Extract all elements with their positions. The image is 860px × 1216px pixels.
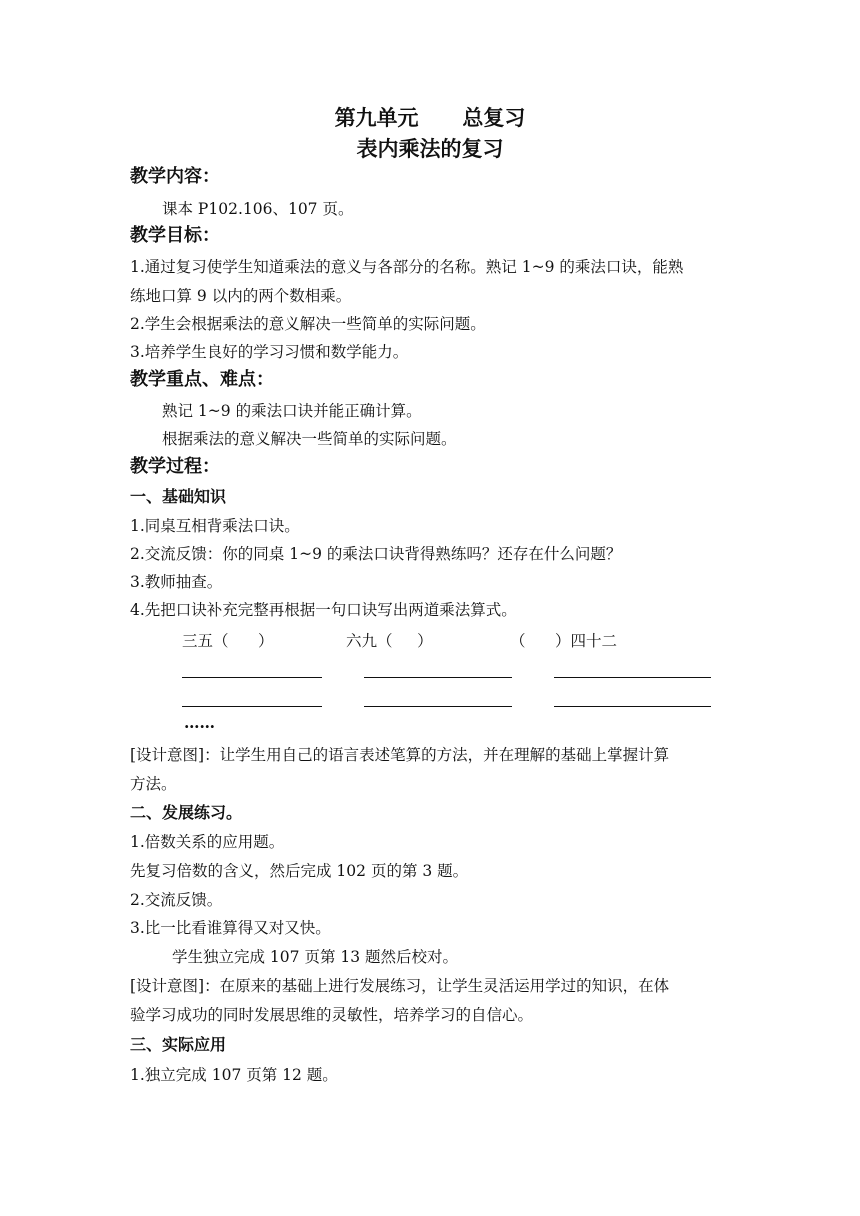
content-heading: 教学内容： <box>130 166 220 187</box>
exercise-blank-1: 三五（ ） <box>182 632 274 650</box>
goal-2: 2.学生会根据乘法的意义解决一些简单的实际问题。 <box>130 315 486 333</box>
section-2-heading: 二、发展练习。 <box>130 803 243 822</box>
section-1-item-4: 4.先把口诀补充完整再根据一句口诀写出两道乘法算式。 <box>130 601 517 619</box>
design-intent-2-line-1: [设计意图]：在原来的基础上进行发展练习，让学生灵活运用学过的知识，在体 <box>130 977 670 995</box>
section-1-item-3: 3.教师抽查。 <box>130 573 223 591</box>
exercise-ellipsis: …… <box>184 713 215 732</box>
goal-1-line-1: 1.通过复习使学生知道乘法的意义与各部分的名称。熟记 1~9 的乘法口诀，能熟 <box>130 258 684 276</box>
answer-line <box>364 677 512 678</box>
answer-line <box>554 677 711 678</box>
goal-3: 3.培养学生良好的学习习惯和数学能力。 <box>130 343 409 361</box>
process-heading: 教学过程： <box>130 456 220 477</box>
section-1-item-2: 2.交流反馈：你的同桌 1~9 的乘法口诀背得熟练吗？还存在什么问题？ <box>130 545 622 563</box>
goals-heading: 教学目标： <box>130 225 220 246</box>
content-text: 课本 P102.106、107 页。 <box>162 200 354 218</box>
key-point-1: 熟记 1~9 的乘法口诀并能正确计算。 <box>162 402 422 420</box>
key-points-heading: 教学重点、难点： <box>130 369 274 390</box>
answer-line <box>554 706 711 707</box>
section-2-item-2: 2.交流反馈。 <box>130 891 223 909</box>
section-2-item-1: 1.倍数关系的应用题。 <box>130 833 285 851</box>
design-intent-1-line-1: [设计意图]：让学生用自己的语言表述笔算的方法，并在理解的基础上掌握计算 <box>130 746 670 764</box>
answer-line <box>182 706 322 707</box>
section-2-item-3: 3.比一比看谁算得又对又快。 <box>130 919 331 937</box>
goal-1-line-2: 练地口算 9 以内的两个数相乘。 <box>130 287 352 305</box>
key-point-2: 根据乘法的意义解决一些简单的实际问题。 <box>162 430 457 448</box>
section-1-item-1: 1.同桌互相背乘法口诀。 <box>130 517 300 535</box>
section-3-heading: 三、实际应用 <box>130 1035 227 1054</box>
exercise-blank-3: （ ）四十二 <box>510 632 618 650</box>
section-3-item-1: 1.独立完成 107 页第 12 题。 <box>130 1066 338 1084</box>
answer-line <box>364 706 512 707</box>
section-1-heading: 一、基础知识 <box>130 487 227 506</box>
design-intent-2-line-2: 验学习成功的同时发展思维的灵敏性，培养学习的自信心。 <box>130 1006 534 1024</box>
section-2-item-3-detail: 学生独立完成 107 页第 13 题然后校对。 <box>172 948 459 966</box>
answer-line <box>182 677 322 678</box>
lesson-title: 表内乘法的复习 <box>356 137 504 161</box>
exercise-blank-2: 六九（ ） <box>346 632 433 650</box>
unit-title: 第九单元 总复习 <box>334 106 526 130</box>
design-intent-1-line-2: 方法。 <box>130 775 177 793</box>
section-2-item-1-detail: 先复习倍数的含义，然后完成 102 页的第 3 题。 <box>130 862 469 880</box>
